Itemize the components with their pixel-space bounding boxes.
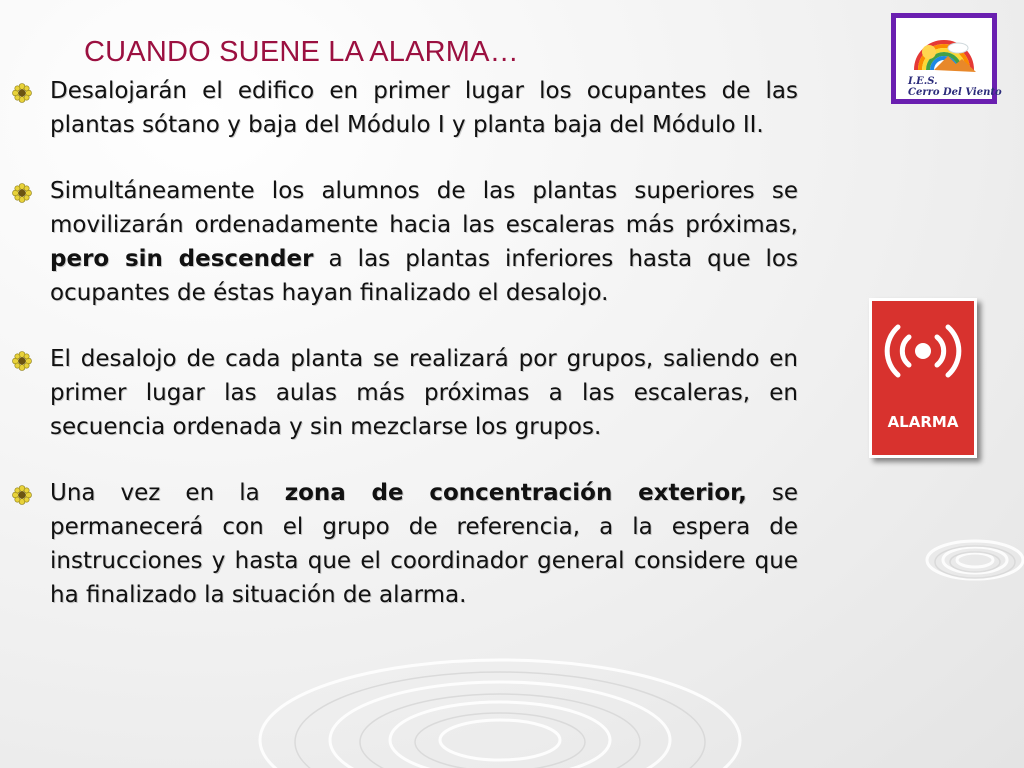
bullet-text — [50, 74, 798, 142]
sunflower-bullet-icon — [12, 83, 32, 103]
bullet-text-run: Desalojarán el edifico en primer lugar los ocupantes de las plantas sótano y baja del Módulo I y planta baja del Módulo II. — [50, 78, 798, 138]
bullet-item — [12, 342, 798, 444]
logo-line-1: I.E.S. — [908, 76, 938, 87]
bullet-text-run: Una vez en la — [50, 480, 285, 506]
bullet-text-run: se permanecerá con el grupo de referencia, a la espera de instrucciones y hasta que el coordinador general considere que ha finalizado la situación de alarma. — [50, 480, 799, 608]
alarm-label: ALARMA — [887, 413, 959, 431]
bullet-text — [50, 174, 798, 310]
bullet-emphasis: pero sin descender — [50, 246, 314, 272]
bullet-list — [12, 74, 798, 644]
logo-caption — [908, 76, 1002, 98]
bullet-emphasis: zona de concentración exterior, — [284, 480, 747, 506]
bullet-text — [50, 342, 798, 444]
alarm-broadcast-icon — [872, 301, 974, 401]
bullet-item — [12, 476, 798, 612]
bullet-text — [50, 476, 798, 612]
sunflower-bullet-icon — [12, 183, 32, 203]
slide-title: CUANDO SUENE LA ALARMA… — [84, 36, 519, 68]
bullet-text-run: El desalojo de cada planta se realizará por grupos, saliendo en primer lugar las aulas más próximas a las escaleras, en secuencia ordenada y sin mezclarse los grupos. — [50, 346, 798, 440]
logo-line-2: Cerro Del Viento — [908, 87, 1002, 98]
sunflower-bullet-icon — [12, 351, 32, 371]
bullet-text-run: Simultáneamente los alumnos de las plantas superiores se movilizarán ordenadamente hacia las escaleras más próximas, — [50, 178, 798, 238]
bullet-item — [12, 174, 798, 310]
sunflower-bullet-icon — [12, 485, 32, 505]
school-logo — [891, 13, 1002, 104]
bullet-item — [12, 74, 798, 142]
bullet-text-run: a las plantas inferiores hasta que los ocupantes de éstas hayan finalizado el desalojo. — [50, 246, 798, 306]
alarm-sign — [869, 298, 977, 458]
